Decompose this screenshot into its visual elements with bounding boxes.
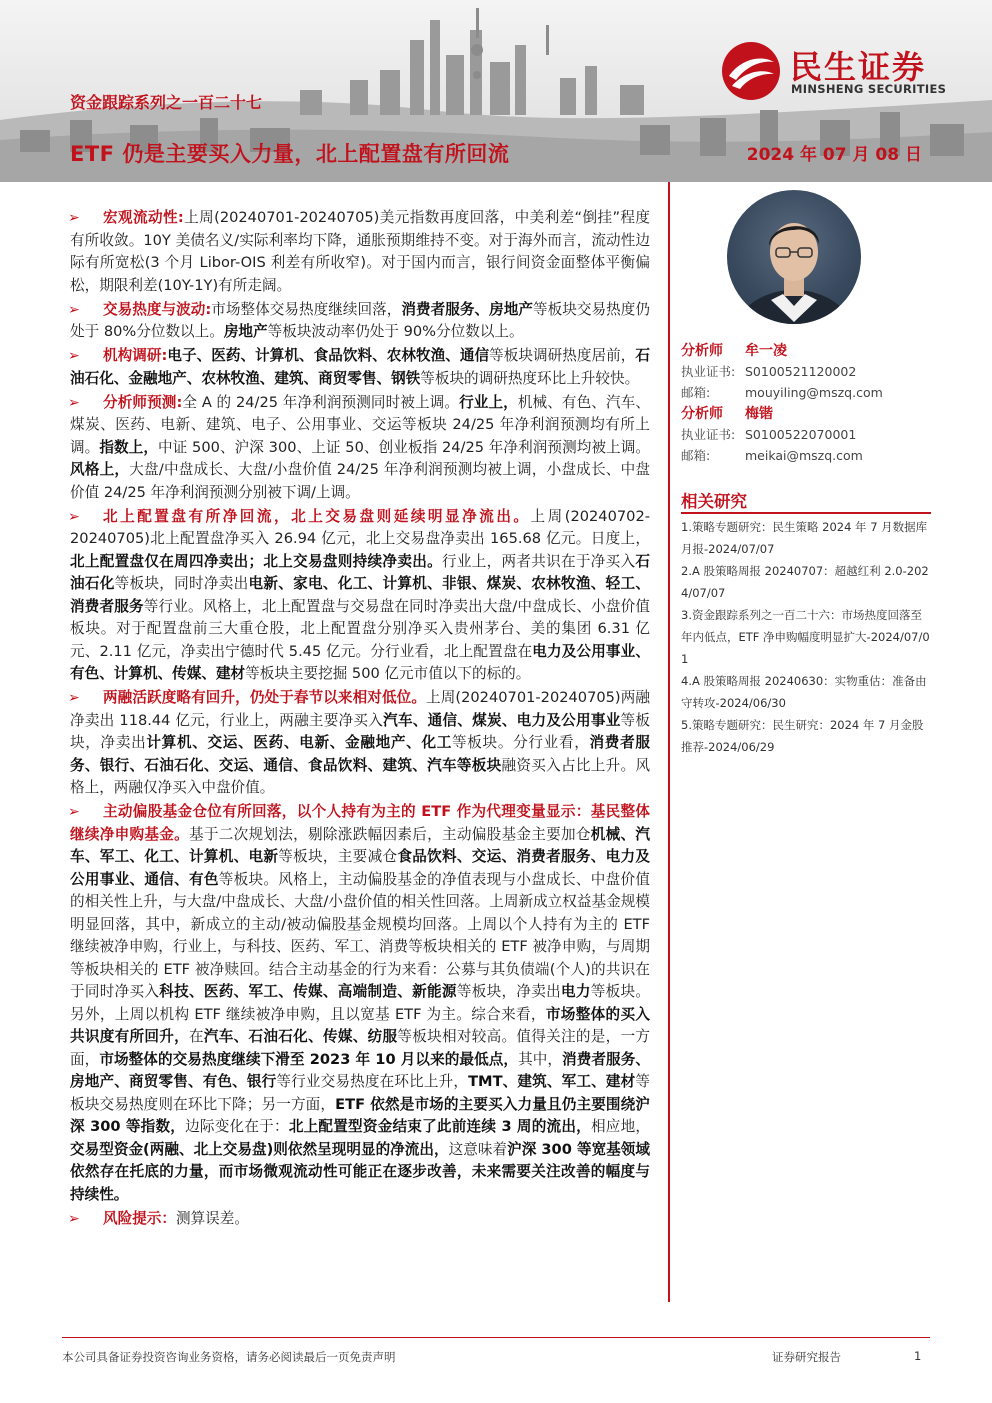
bold-text: 汽车、通信、煤炭、电力及公用事业 xyxy=(383,711,621,729)
bullet-arrow-icon: ➢ xyxy=(68,348,80,364)
bold-text: 石油石化 xyxy=(70,552,650,592)
body-text: 等板块相对较高。值得关注的是，一方面， xyxy=(70,1028,650,1068)
analyst-role: 分析师 xyxy=(681,343,723,359)
body-text: 其中， xyxy=(518,1050,563,1068)
bullet-arrow-icon: ➢ xyxy=(68,301,80,318)
body-text: 测算误差。 xyxy=(175,1209,249,1227)
bullet-arrow-icon: ➢ xyxy=(68,394,80,411)
related-research-item[interactable]: 5.策略专题研究：民生研究：2024 年 7 月金股推荐-2024/06/29 xyxy=(681,718,924,754)
summary-paragraph xyxy=(70,506,650,686)
analyst-name: 梅锴 xyxy=(745,406,773,422)
body-text: 等板块波动率仍处于 90%分位数以上。 xyxy=(267,323,524,340)
body-text: 边际变化在于： xyxy=(185,1118,289,1135)
body-text: 等板块，主要减仓 xyxy=(278,848,398,865)
bold-text: 机械、汽车、军工、化工、计算机、电新 xyxy=(70,825,650,865)
bold-text: 北上配置型资金结束了此前连续 3 周的流出， xyxy=(288,1118,591,1135)
page-number: 1 xyxy=(914,1349,922,1363)
bullet-arrow-icon: ➢ xyxy=(68,210,80,226)
analyst-info xyxy=(681,340,931,466)
summary-paragraph xyxy=(70,1208,650,1231)
body-text: 等板块，同时净卖出 xyxy=(114,575,249,592)
analyst-cert-row xyxy=(681,424,931,445)
header-banner xyxy=(0,0,992,182)
bold-text: 北上配置盘仅在周四净卖出；北上交易盘则持续净卖出。 xyxy=(70,552,442,570)
body-text: 等板块。风格上，主动偏股基金的净值表现与小盘成长、中盘价值的相关性上升，与大盘/中盘成长、大盘/小盘价值的相关性回落。上周新成立权益基金规模明显回落，其中，新成立的主动/被动偏股基金规模均回落。上周以个人持有为主的 ETF 继续被净申购，行业上，与科技、医药、军工、消费等板块相关的 ETF 被净申购，与周期等板块相关的 ETF 被净赎回。结合主动基金的行为来看：公募与其负债端(个人)的共识在于同时净买入 xyxy=(70,870,650,1000)
paragraph-heading: 北上配置盘有所净回流，北上交易盘则延续明显净流出。 xyxy=(103,507,531,525)
related-research-list xyxy=(681,516,931,758)
analyst-name-row xyxy=(681,403,931,424)
body-text: 相应地， xyxy=(590,1118,650,1135)
analyst-email-row xyxy=(681,445,931,466)
bold-text: 风格上， xyxy=(70,461,130,478)
paragraph-heading: 主动偏股基金仓位有所回落，以个人持有为主的 ETF 作为代理变量显示：基民整体继续净申购基金。 xyxy=(70,803,650,843)
report-title: ETF 仍是主要买入力量，北上配置盘有所回流 xyxy=(70,142,510,166)
body-text: 中证 500、沪深 300、上证 50、创业板指 24/25 年净利润预测均被上调。 xyxy=(158,438,650,456)
summary-paragraph xyxy=(70,392,650,505)
bold-text: 食品饮料、交运、消费者服务、电力及公用事业、通信、有色 xyxy=(70,848,650,888)
bold-text: TMT、建筑、军工、建材 xyxy=(468,1073,636,1090)
analyst-cert-label: 执业证书: xyxy=(681,364,736,379)
bullet-arrow-icon: ➢ xyxy=(68,804,80,820)
related-research-item[interactable]: 4.A 股策略周报 20240630：实物重估：准备由守转攻-2024/06/30 xyxy=(681,674,927,710)
analyst-email-label: 邮箱: xyxy=(681,385,711,400)
logo-chinese-name: 民生证券 xyxy=(790,48,927,86)
bold-text: 石油石化、金融地产、农林牧渔、建筑、商贸零售、钢铁 xyxy=(70,347,650,387)
column-divider xyxy=(668,182,670,1302)
body-text: 机械、有色、汽车、煤炭、医药、电新、建筑、电子、公用事业、交运等板块 24/25 年净利润预测均有所上调。 xyxy=(70,393,650,456)
body-text: 融资买入占比上升。风格上，两融仅净买入中盘价值。 xyxy=(70,756,650,796)
analyst-cert-row xyxy=(681,361,931,382)
related-research-title: 相关研究 xyxy=(681,492,747,511)
paragraph-heading: 机构调研: xyxy=(103,347,168,364)
body-text: 等板块交易热度则在环比下降；另一方面， xyxy=(70,1073,650,1113)
report-series: 资金跟踪系列之一百二十七 xyxy=(70,93,263,112)
analyst-photo xyxy=(727,190,861,324)
body-text: 这意味着 xyxy=(448,1140,508,1158)
related-research-item[interactable]: 1.策略专题研究：民生策略 2024 年 7 月数据库月报-2024/07/07 xyxy=(681,520,928,556)
analyst-email-label: 邮箱: xyxy=(681,448,711,463)
body-text: 上周(20240701-20240705)美元指数再度回落，中美利差“倒挂”程度有所收敛。10Y 美债名义/实际利率均下降，通胀预期维持不变。对于海外而言，流动性边际有所宽松(3 个月 Libor-OIS 利差有所收窄)。对于国内而言，银行间资金面整体平衡偏松，期限利差(10Y-1Y)有所走阔。 xyxy=(70,209,650,294)
body-text: 等板块。另外，上周以机构 ETF 继续被净申购，且以宽基 ETF 为主。综合来看， xyxy=(70,983,650,1023)
bold-text: 交易型资金(两融、北上交易盘)则依然呈现明显的净流出， xyxy=(70,1140,449,1158)
bold-text: 市场整体的买入共识度有所回升， xyxy=(70,1005,650,1045)
summary-paragraph xyxy=(70,345,650,390)
bold-text: 计算机、交运、医药、电新、金融地产、化工 xyxy=(146,734,452,751)
report-date: 2024 年 07 月 08 日 xyxy=(746,145,922,165)
body-text: 在 xyxy=(189,1028,204,1045)
bullet-arrow-icon: ➢ xyxy=(68,508,80,525)
bold-text: 汽车、石油石化、传媒、纺服 xyxy=(203,1028,398,1045)
body-text: 等行业。风格上，北上配置盘与交易盘在同时净卖出大盘/中盘成长、小盘价值板块。对于配置盘前三大重仓股，北上配置盘分别净买入贵州茅台、美的集团 6.31 亿元、2.11 亿元，净卖出宁德时代 5.45 亿元。分行业看，北上配置盘在 xyxy=(70,597,650,660)
summary-paragraph xyxy=(70,299,650,344)
body-text: 等板块主要挖掘 500 亿元市值以下的标的。 xyxy=(245,665,531,682)
body-text: 上周(20240701-20240705)两融净卖出 118.44 亿元，行业上，两融主要净买入 xyxy=(70,689,650,729)
body-text: 等行业交易热度在环比上升， xyxy=(276,1073,469,1090)
summary-paragraph xyxy=(70,687,650,800)
bold-text: 指数上， xyxy=(99,438,159,456)
analyst-email[interactable]: mouyiling@mszq.com xyxy=(745,385,883,400)
summary-paragraph xyxy=(70,207,650,297)
related-research-item[interactable]: 3.资金跟踪系列之一百二十六：市场热度回落至年内低点，ETF 净申购幅度明显扩大-2024/07/01 xyxy=(681,608,930,666)
analyst-email-row xyxy=(681,382,931,403)
bullet-arrow-icon: ➢ xyxy=(68,690,80,706)
footer-divider xyxy=(62,1337,930,1338)
bold-text: 行业上， xyxy=(459,393,518,411)
paragraph-heading: 宏观流动性: xyxy=(103,209,184,226)
bold-text: ETF 依然是市场的主要买入力量且仍主要围绕沪深 300 等指数， xyxy=(70,1095,650,1135)
minsheng-logo-icon xyxy=(720,40,782,102)
body-text: 等板块，净卖出 xyxy=(456,983,561,1000)
analyst-role: 分析师 xyxy=(681,406,723,422)
related-research-divider xyxy=(681,512,931,514)
logo-english-name: MINSHENG SECURITIES xyxy=(791,82,947,96)
body-text: 市场整体交易热度继续回落， xyxy=(211,300,402,318)
summary-paragraph xyxy=(70,801,650,1206)
body-text: 基于二次规划法，剔除涨跌幅因素后，主动偏股基金主要加仓 xyxy=(189,825,591,843)
bold-text: 消费者服务、房地产、商贸零售、有色、银行 xyxy=(70,1050,650,1090)
body-text: 上周(20240702-20240705)北上配置盘净买入 26.94 亿元，北上交易盘净卖出 165.68 亿元。日度上， xyxy=(70,507,650,547)
minsheng-logo xyxy=(720,38,970,102)
body-text: 等板块，净卖出 xyxy=(70,711,650,751)
paragraph-heading: 交易热度与波动: xyxy=(103,300,212,318)
bold-text: 沪深 300 等宽基领域依然存在托底的力量，而市场微观流动性可能正在逐步改善，未来需要关注改善的幅度与持续性。 xyxy=(70,1140,650,1203)
footer-disclaimer: 本公司具备证券投资咨询业务资格，请务必阅读最后一页免责声明 xyxy=(62,1350,396,1364)
paragraph-heading: 风险提示： xyxy=(103,1209,176,1227)
bold-text: 房地产 xyxy=(223,323,268,340)
analyst-portrait-icon xyxy=(727,190,861,324)
bold-text: 消费者服务、房地产 xyxy=(401,300,533,318)
body-text: 等板块调研热度居前， xyxy=(489,347,636,364)
body-text: 等板块。分行业看， xyxy=(452,734,590,751)
bold-text: 市场整体的交易热度继续下滑至 2023 年 10 月以来的最低点， xyxy=(99,1050,519,1068)
related-research-item[interactable]: 2.A 股策略周报 20240707：超越红利 2.0-2024/07/07 xyxy=(681,564,929,600)
paragraph-heading: 分析师预测: xyxy=(103,393,183,411)
body-text: 等板块交易热度仍处于 80%分位数以上。 xyxy=(70,300,650,340)
bold-text: 电新、家电、化工、计算机、非银、煤炭、农林牧渔、轻工、消费者服务 xyxy=(70,575,650,615)
analyst-name-row xyxy=(681,340,931,361)
bold-text: 电力 xyxy=(560,983,591,1000)
footer-doc-type: 证券研究报告 xyxy=(772,1350,841,1364)
bold-text: 消费者服务、银行、石油石化、交运、通信、食品饮料、建筑、汽车等板块 xyxy=(70,734,650,774)
main-content xyxy=(70,207,650,1232)
body-text: 大盘/中盘成长、大盘/小盘价值 24/25 年净利润预测均被上调，小盘成长、中盘价值 24/25 年净利润预测分别被下调/上调。 xyxy=(70,461,650,501)
bold-text: 科技、医药、军工、传媒、高端制造、新能源 xyxy=(159,983,457,1000)
body-text: 全 A 的 24/25 年净利润预测同时被上调。 xyxy=(182,393,460,411)
analyst-cert: S0100521120002 xyxy=(745,364,857,379)
analyst-email[interactable]: meikai@mszq.com xyxy=(745,448,863,463)
bold-text: 电力及公用事业、有色、计算机、传媒、建材 xyxy=(70,642,650,682)
analyst-cert: S0100522070001 xyxy=(745,427,857,442)
body-text: 行业上，两者共识在于净买入 xyxy=(441,552,636,570)
analyst-cert-label: 执业证书: xyxy=(681,427,736,442)
analyst-name: 牟一凌 xyxy=(745,343,787,359)
bold-text: 电子、医药、计算机、食品饮料、农林牧渔、通信 xyxy=(167,347,490,364)
bullet-arrow-icon: ➢ xyxy=(68,1210,80,1227)
paragraph-heading: 两融活跃度略有回升，仍处于春节以来相对低位。 xyxy=(103,689,427,706)
body-text: 等板块的调研热度环比上升较快。 xyxy=(420,369,640,387)
